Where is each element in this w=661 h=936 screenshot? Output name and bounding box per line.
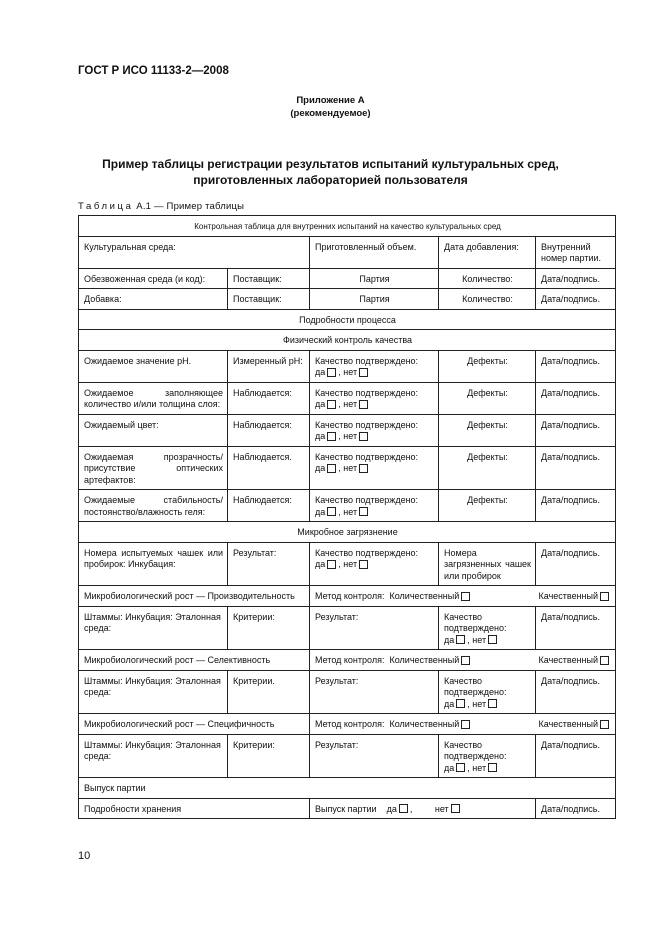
ph-measured-cell: Измеренный pH: xyxy=(228,350,310,382)
date-sign-cell: Дата/подпись. xyxy=(536,350,616,382)
no-label: , нет xyxy=(467,698,487,709)
strains-cell: Штаммы: Инкубация: Эталонная среда: xyxy=(79,670,228,714)
criteria-cell: Критерии: xyxy=(228,606,310,650)
quality-confirmed-cell xyxy=(310,490,439,522)
registration-table xyxy=(78,215,616,819)
no-label: , нет xyxy=(338,431,358,441)
quality-confirmed-label: Качество подтверждено: xyxy=(315,419,419,430)
table-row xyxy=(79,714,616,735)
observed-cell: Наблюдается: xyxy=(228,414,310,446)
table-row xyxy=(79,778,616,799)
control-table-caption: Контрольная таблица для внутренних испытаний на качество культуральных сред xyxy=(79,216,616,237)
no-checkbox[interactable] xyxy=(359,560,368,569)
quality-confirmed-cell xyxy=(310,542,439,586)
date-sign-cell: Дата/подпись. xyxy=(536,798,616,819)
qualitative-checkbox[interactable] xyxy=(600,656,609,665)
qualitative-label: Качественный xyxy=(538,719,599,729)
table-row xyxy=(79,606,616,650)
no-label: , нет xyxy=(338,463,358,473)
date-sign-cell: Дата/подпись. xyxy=(536,382,616,414)
quality-confirmed-label: Качество подтверждено: xyxy=(315,495,419,505)
yes-checkbox[interactable] xyxy=(327,432,336,441)
no-checkbox[interactable] xyxy=(488,699,497,708)
batch-cell: Партия xyxy=(310,268,439,289)
table-row xyxy=(79,289,616,310)
defects-cell: Дефекты: xyxy=(439,446,536,490)
table-row xyxy=(79,798,616,819)
observed-cell: Наблюдается. xyxy=(228,446,310,490)
table-row xyxy=(79,734,616,778)
table-row xyxy=(79,670,616,714)
contaminated-plates-cell: Номера загрязненных чашек или пробирок xyxy=(439,542,536,586)
no-label: , нет xyxy=(467,634,487,645)
table-row xyxy=(79,586,616,607)
control-method-group xyxy=(315,591,472,603)
defects-cell: Дефекты: xyxy=(439,490,536,522)
criteria-cell: Критерии. xyxy=(228,670,310,714)
annex-title: Приложение А xyxy=(296,95,365,106)
date-sign-cell: Дата/подпись. xyxy=(536,734,616,778)
no-label: , нет xyxy=(338,559,358,569)
quantitative-checkbox[interactable] xyxy=(461,656,470,665)
table-row xyxy=(79,216,616,237)
table-caption-label: Таблица xyxy=(78,201,134,212)
batch-release-heading: Выпуск партии xyxy=(79,778,616,799)
table-row xyxy=(79,490,616,522)
yes-checkbox[interactable] xyxy=(456,635,465,644)
defects-cell: Дефекты: xyxy=(439,350,536,382)
quantitative-label: Количественный xyxy=(389,655,460,665)
yes-checkbox[interactable] xyxy=(327,464,336,473)
yes-label: да xyxy=(386,803,397,814)
yes-label: да xyxy=(444,698,455,709)
yes-checkbox[interactable] xyxy=(327,368,336,377)
yes-label: да xyxy=(315,506,326,517)
table-row xyxy=(79,382,616,414)
table-row xyxy=(79,309,616,330)
table-row xyxy=(79,650,616,671)
yes-label: да xyxy=(315,559,326,569)
table-row xyxy=(79,268,616,289)
no-checkbox[interactable] xyxy=(359,432,368,441)
quantitative-checkbox[interactable] xyxy=(461,592,470,601)
quality-confirmed-cell xyxy=(310,382,439,414)
no-label: , нет xyxy=(338,399,358,409)
no-checkbox[interactable] xyxy=(488,763,497,772)
qualitative-group xyxy=(539,655,612,667)
culture-medium-cell: Культуральная среда: xyxy=(79,236,310,268)
quality-confirmed-cell xyxy=(310,446,439,490)
table-row xyxy=(79,522,616,543)
control-method-label: Метод контроля: xyxy=(315,719,385,729)
quality-confirmed-label: Качество подтверждено: xyxy=(315,547,419,558)
batch-release-cell: Выпуск партии да , нет xyxy=(310,798,536,819)
table-caption xyxy=(78,201,244,212)
quality-confirmed-cell xyxy=(439,670,536,714)
no-label: , нет xyxy=(467,762,487,773)
fill-thickness-cell: Ожидаемое заполняющее количество и/или толщина слоя: xyxy=(79,382,228,414)
selectivity-heading: Микробиологический рост — Селективность xyxy=(79,650,310,671)
quantitative-label: Количественный xyxy=(389,591,460,601)
qualitative-checkbox[interactable] xyxy=(600,720,609,729)
table-row xyxy=(79,330,616,351)
quantity-cell: Количество: xyxy=(439,268,536,289)
strains-cell: Штаммы: Инкубация: Эталонная среда: xyxy=(79,606,228,650)
yes-checkbox[interactable] xyxy=(327,400,336,409)
no-checkbox[interactable] xyxy=(488,635,497,644)
result-cell: Результат: xyxy=(228,542,310,586)
no-label: , нет xyxy=(338,506,358,517)
table-row xyxy=(79,414,616,446)
defects-cell: Дефекты: xyxy=(439,414,536,446)
quality-confirmed-label: Качество подтверждено: xyxy=(444,739,507,761)
control-method-label: Метод контроля: xyxy=(315,655,385,665)
transparency-cell: Ожидаемая прозрачность/ присутствие оптических артефактов: xyxy=(79,446,228,490)
storage-details-cell: Подробности хранения xyxy=(79,798,310,819)
yes-checkbox[interactable] xyxy=(456,763,465,772)
supplier-cell: Поставщик: xyxy=(228,268,310,289)
page-number: 10 xyxy=(78,850,91,862)
date-sign-cell: Дата/подпись. xyxy=(536,268,616,289)
no-label: нет xyxy=(434,803,449,814)
quality-confirmed-label: Качество подтверждено: xyxy=(315,387,419,398)
batch-cell: Партия xyxy=(310,289,439,310)
quality-confirmed-cell xyxy=(310,414,439,446)
microbial-contamination-heading: Микробное загрязнение xyxy=(79,522,616,543)
process-details-heading: Подробности процесса xyxy=(79,309,616,330)
physical-control-heading: Физический контроль качества xyxy=(79,330,616,351)
qualitative-group xyxy=(539,719,612,731)
control-method-cell xyxy=(310,586,616,607)
qualitative-label: Качественный xyxy=(538,591,599,601)
yes-label: да xyxy=(315,367,326,377)
stability-cell: Ожидаемые стабильность/ постоянство/влажность геля: xyxy=(79,490,228,522)
no-checkbox[interactable] xyxy=(359,507,368,516)
date-sign-cell: Дата/подпись. xyxy=(536,670,616,714)
prepared-volume-cell: Приготовленный объем. xyxy=(310,236,439,268)
defects-cell: Дефекты: xyxy=(439,382,536,414)
quality-confirmed-cell xyxy=(310,350,439,382)
date-sign-cell: Дата/подпись. xyxy=(536,606,616,650)
yes-checkbox[interactable] xyxy=(456,699,465,708)
control-method-group xyxy=(315,655,472,667)
table-row xyxy=(79,350,616,382)
observed-cell: Наблюдается: xyxy=(228,490,310,522)
control-method-group xyxy=(315,719,472,731)
result-cell: Результат: xyxy=(310,606,439,650)
observed-cell: Наблюдается: xyxy=(228,382,310,414)
control-method-label: Метод контроля: xyxy=(315,591,385,601)
batch-release-label: Выпуск партии xyxy=(315,803,377,814)
document-header: ГОСТ Р ИСО 11133-2—2008 xyxy=(78,65,229,77)
ph-expected-cell: Ожидаемое значение pH. xyxy=(79,350,228,382)
no-checkbox[interactable] xyxy=(451,804,460,813)
date-sign-cell: Дата/подпись. xyxy=(536,414,616,446)
no-label: , нет xyxy=(338,367,358,377)
tested-plates-cell: Номера испытуемых чашек или пробирок: Инкубация: xyxy=(79,542,228,586)
no-checkbox[interactable] xyxy=(359,368,368,377)
quality-confirmed-label: Качество подтверждено: xyxy=(444,611,507,633)
quality-confirmed-cell xyxy=(439,734,536,778)
table-row xyxy=(79,542,616,586)
table-caption-rest: А.1 — Пример таблицы xyxy=(136,201,245,212)
date-sign-cell: Дата/подпись. xyxy=(536,490,616,522)
internal-batch-cell: Внутренний номер партии. xyxy=(536,236,616,268)
productivity-heading: Микробиологический рост — Производительность xyxy=(79,586,310,607)
strains-cell: Штаммы: Инкубация: Эталонная среда: xyxy=(79,734,228,778)
section-title-line2: приготовленных лабораторией пользователя xyxy=(193,173,468,187)
control-method-cell xyxy=(310,650,616,671)
qualitative-group xyxy=(539,591,612,603)
date-sign-cell: Дата/подпись. xyxy=(536,446,616,490)
section-title-line1: Пример таблицы регистрации результатов испытаний культуральных сред, xyxy=(102,157,559,171)
qualitative-label: Качественный xyxy=(538,655,599,665)
date-sign-cell: Дата/подпись. xyxy=(536,289,616,310)
quantitative-label: Количественный xyxy=(389,719,460,729)
yes-label: да xyxy=(315,463,326,473)
additive-cell: Добавка: xyxy=(79,289,228,310)
annex-status: (рекомендуемое) xyxy=(290,108,371,119)
color-expected-cell: Ожидаемый цвет: xyxy=(79,414,228,446)
yes-label: да xyxy=(444,762,455,773)
date-sign-cell: Дата/подпись. xyxy=(536,542,616,586)
yes-checkbox[interactable] xyxy=(327,560,336,569)
yes-label: да xyxy=(315,431,326,441)
quality-confirmed-label: Качество подтверждено: xyxy=(444,675,507,697)
yes-label: да xyxy=(315,399,326,409)
supplier-cell: Поставщик: xyxy=(228,289,310,310)
quality-confirmed-label: Качество подтверждено: xyxy=(315,451,419,462)
yes-checkbox[interactable] xyxy=(399,804,408,813)
result-cell: Результат: xyxy=(310,670,439,714)
quality-confirmed-label: Качество подтверждено: xyxy=(315,355,419,366)
table-row xyxy=(79,236,616,268)
quantitative-checkbox[interactable] xyxy=(461,720,470,729)
specificity-heading: Микробиологический рост — Специфичность xyxy=(79,714,310,735)
result-cell: Результат: xyxy=(310,734,439,778)
no-checkbox[interactable] xyxy=(359,400,368,409)
table-row xyxy=(79,446,616,490)
no-checkbox[interactable] xyxy=(359,464,368,473)
dehydrated-medium-cell: Обезвоженная среда (и код): xyxy=(79,268,228,289)
criteria-cell: Критерии: xyxy=(228,734,310,778)
qualitative-checkbox[interactable] xyxy=(600,592,609,601)
yes-checkbox[interactable] xyxy=(327,507,336,516)
quantity-cell: Количество: xyxy=(439,289,536,310)
control-method-cell xyxy=(310,714,616,735)
yes-label: да xyxy=(444,634,455,645)
date-added-cell: Дата добавления: xyxy=(439,236,536,268)
quality-confirmed-cell xyxy=(439,606,536,650)
